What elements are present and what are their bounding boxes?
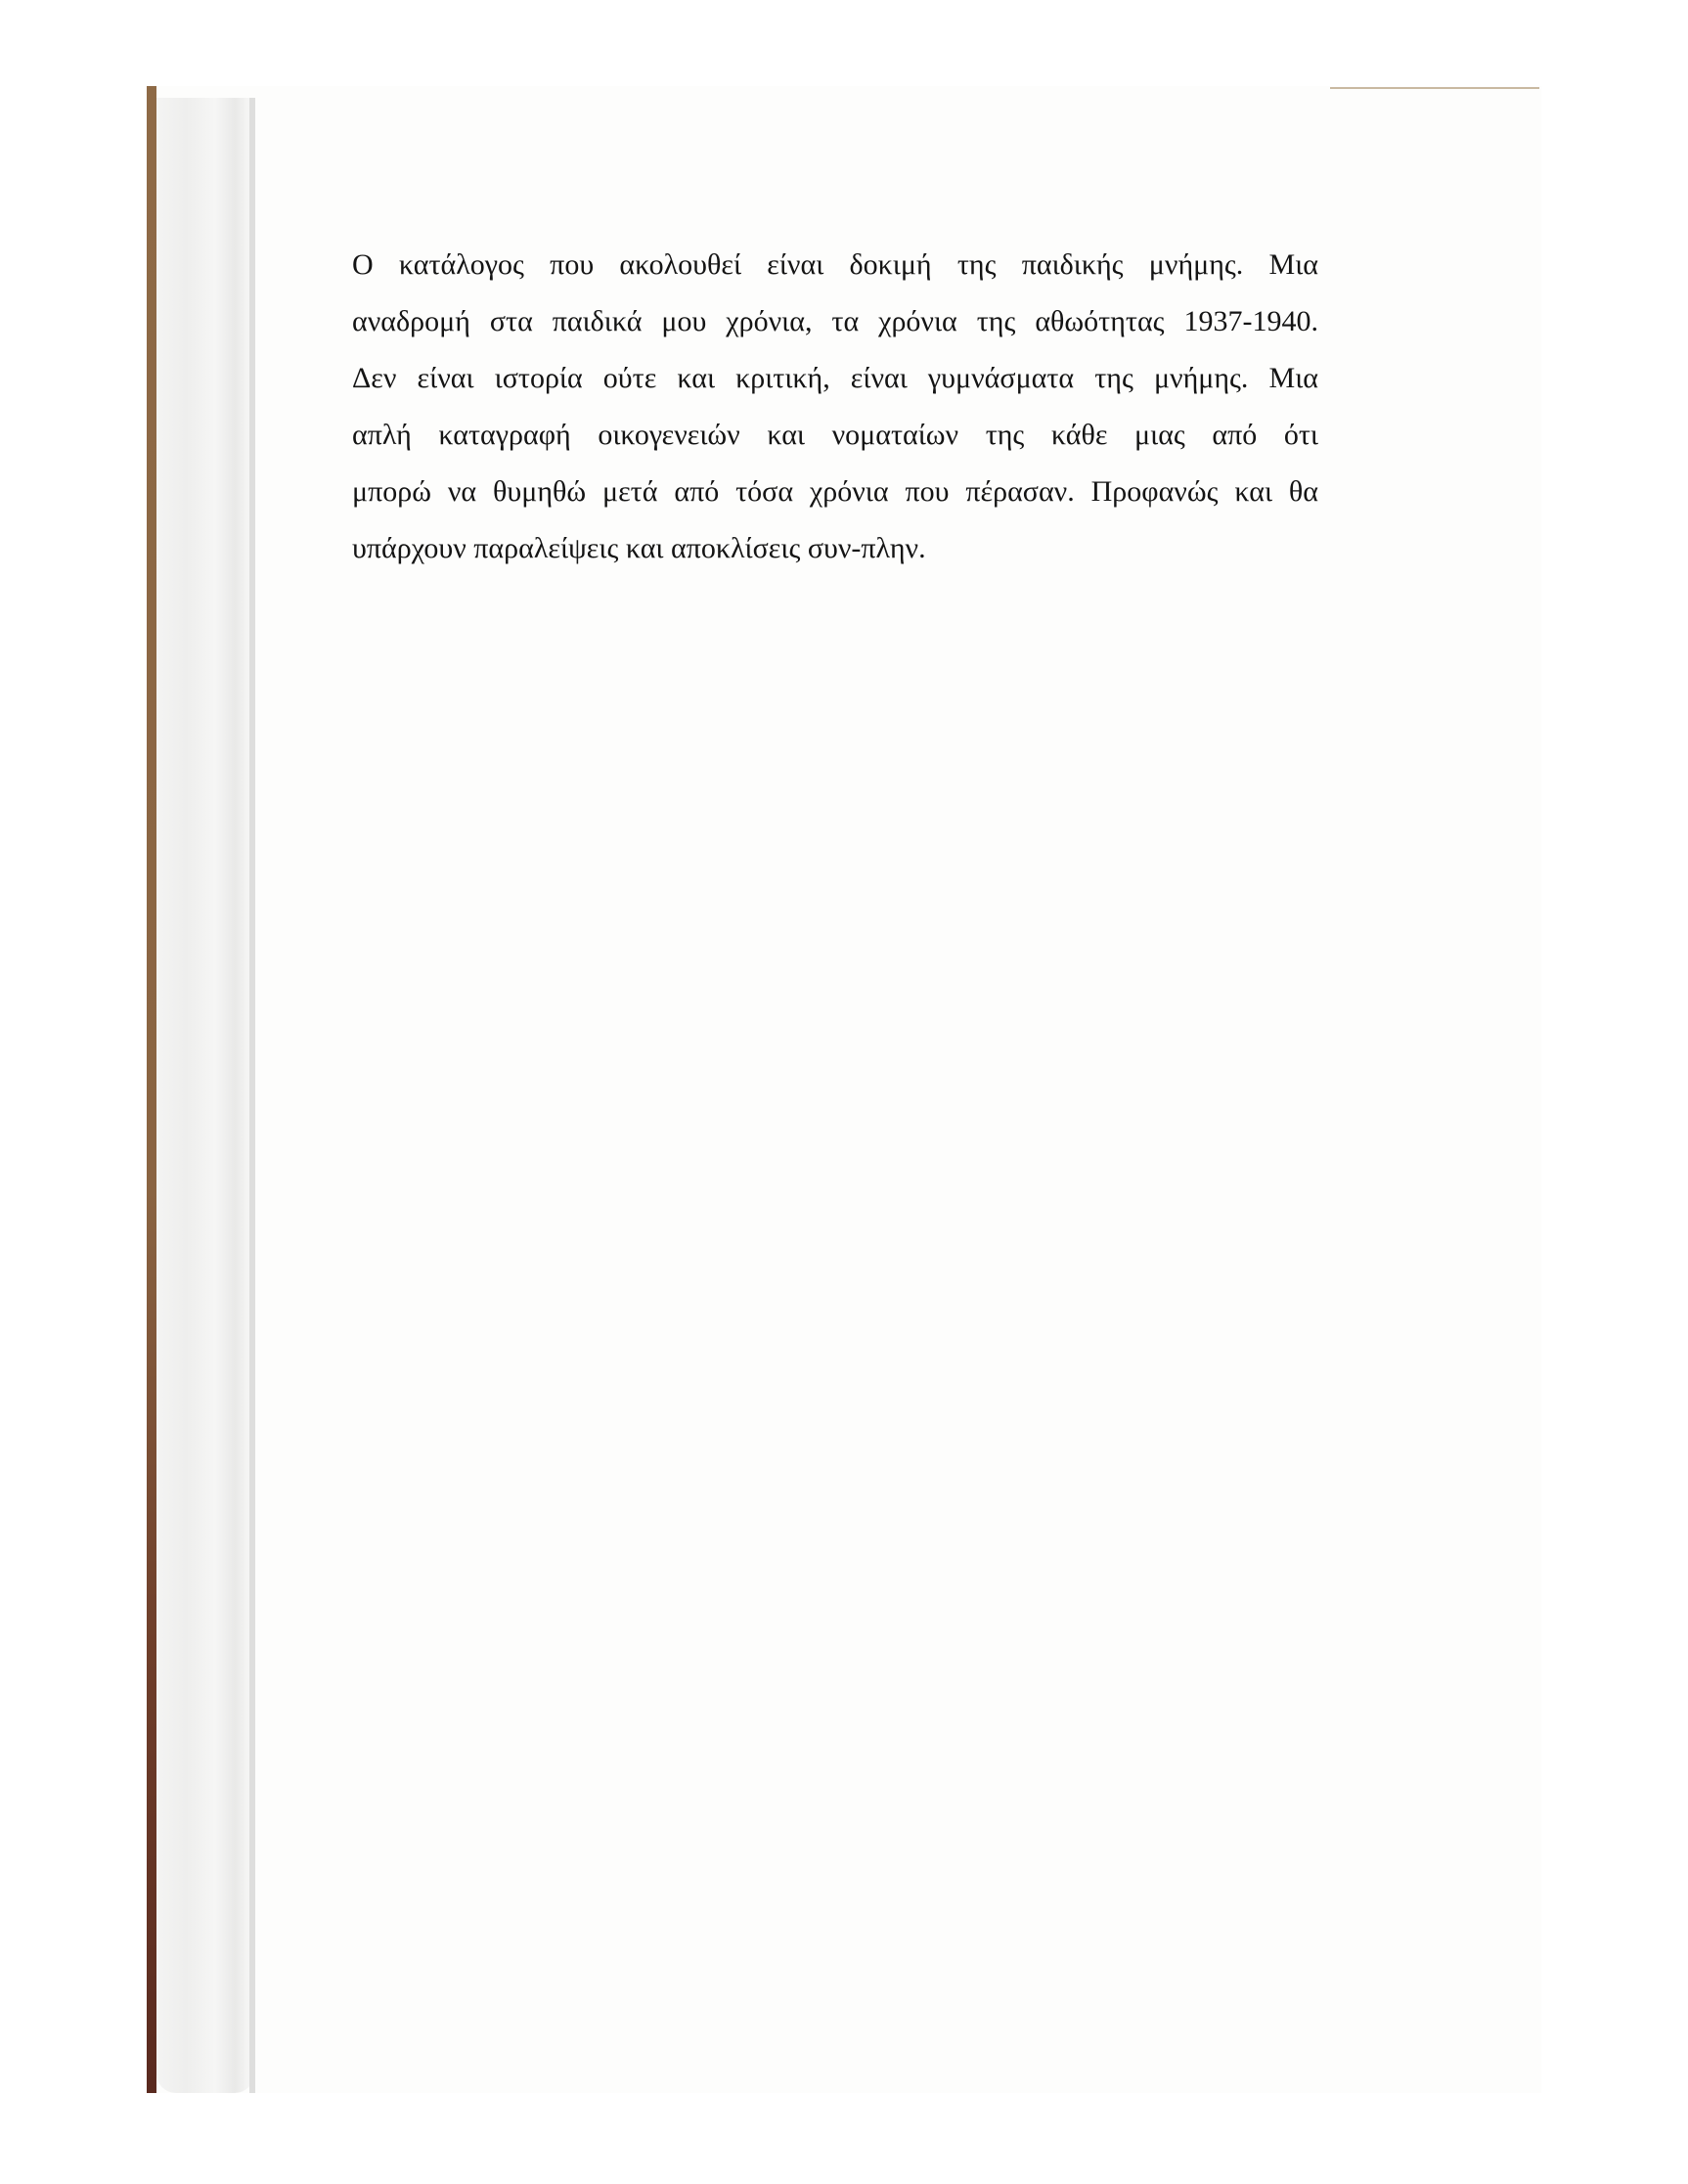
paragraph-line: μπορώ να θυμηθώ μετά από τόσα χρόνια που πέρασαν. Προφανώς και θα <box>352 475 1318 508</box>
top-rule <box>1330 87 1539 89</box>
body-paragraph <box>352 237 1318 577</box>
paragraph-line: αναδρομή στα παιδικά μου χρόνια, τα χρόνια της αθωότητας 1937-1940. <box>352 305 1318 337</box>
paragraph-line: Δεν είναι ιστορία ούτε και κριτική, είναι γυμνάσματα της μνήμης. Μια <box>352 362 1318 394</box>
paragraph-line: απλή καταγραφή οικογενειών και νοματαίων της κάθε μιας από ότι <box>352 419 1318 451</box>
paragraph-line: Ο κατάλογος που ακολουθεί είναι δοκιμή της παιδικής μνήμης. Μια <box>352 248 1318 281</box>
binding-spine-edge <box>249 98 255 2093</box>
paragraph-line: υπάρχουν παραλείψεις και αποκλίσεις συν-πλην. <box>352 532 926 564</box>
binding-spine <box>156 98 254 2093</box>
